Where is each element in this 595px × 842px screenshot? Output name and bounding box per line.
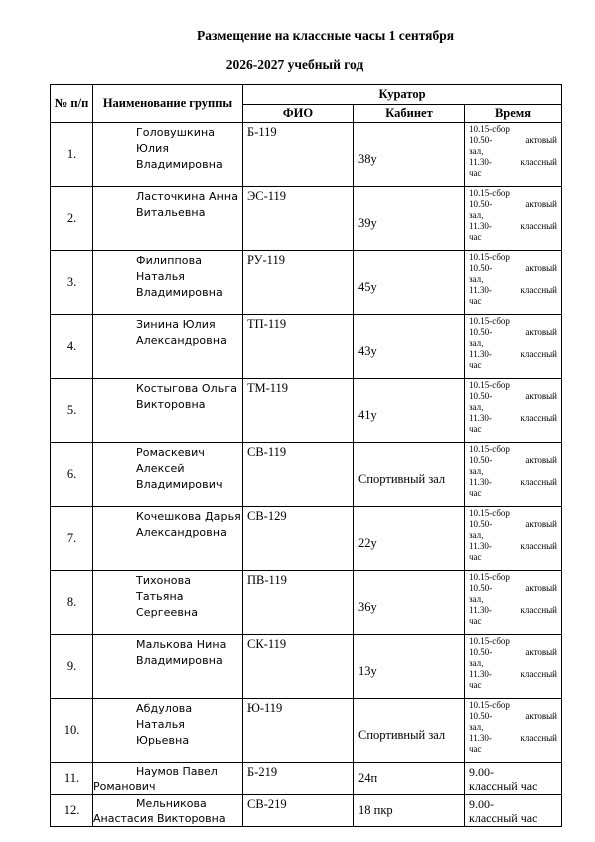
table-row (51, 795, 562, 827)
time-line-5: час (469, 680, 482, 690)
table-row (51, 251, 562, 315)
time-line-5: час (469, 232, 482, 242)
time-line-4: 11.30- классный (469, 157, 558, 167)
row-number-text: 2. (66, 211, 77, 225)
curator-name-line1: Тихонова Татьяна (136, 574, 192, 603)
cabinet (354, 795, 465, 827)
row-number (51, 123, 93, 187)
table-row (51, 571, 562, 635)
table-row (51, 123, 562, 187)
row-number (51, 635, 93, 699)
header-cabinet: Кабинет (354, 105, 465, 123)
curator-name (93, 507, 243, 571)
curator-name-line1: Зинина Юлия (136, 318, 216, 331)
title-line-2: 2026-2027 учебный год (225, 57, 364, 72)
table-row (51, 379, 562, 443)
time-line-4: 11.30- классный (469, 669, 558, 679)
row-number-text: 10. (63, 723, 80, 737)
table-row (51, 507, 562, 571)
time-line-3: зал, (469, 658, 484, 668)
row-number (51, 795, 93, 827)
row-number (51, 763, 93, 795)
cabinet (354, 187, 465, 251)
time-schedule (465, 187, 562, 251)
row-number (51, 507, 93, 571)
time-line-5: час (469, 552, 482, 562)
time-line-2: 10.50- актовый (469, 711, 558, 721)
curator-name-line2: Сергеевна (136, 606, 199, 619)
time-line-2: 10.50- актовый (469, 647, 558, 657)
time-line-3: зал, (469, 530, 484, 540)
time-line-3: зал, (469, 402, 484, 412)
cabinet (354, 699, 465, 763)
curator-name-line2: Владимировна (136, 654, 223, 667)
cabinet-text: 36у (358, 600, 377, 614)
cabinet (354, 251, 465, 315)
time-line-1: 10.15-сбор (469, 188, 510, 198)
time-line-1: 9.00- (469, 797, 494, 811)
cabinet-text: 45у (358, 280, 377, 294)
curator-name-line1: Головушкина Юлия (136, 126, 216, 155)
cabinet (354, 443, 465, 507)
curator-name-line1: Кочешкова Дарья (136, 510, 241, 523)
curator-name (93, 187, 243, 251)
group-code-text: Б-119 (247, 125, 277, 139)
header-num: № п/п (51, 85, 93, 123)
curator-name-line2: Юрьевна (136, 734, 190, 747)
curator-name (93, 795, 243, 827)
group-code (243, 379, 354, 443)
time-line-3: зал, (469, 338, 484, 348)
time-line-1: 10.15-сбор (469, 380, 510, 390)
table-row (51, 635, 562, 699)
cabinet (354, 315, 465, 379)
group-code (243, 507, 354, 571)
time-line-2: 10.50- актовый (469, 327, 558, 337)
row-number (51, 187, 93, 251)
header-curator: Куратор (243, 85, 562, 105)
row-number-text: 7. (66, 531, 77, 545)
time-line-5: час (469, 616, 482, 626)
curator-name-line1: Филиппова Наталья (136, 254, 203, 283)
group-code (243, 795, 354, 827)
group-code-text: СВ-219 (247, 797, 287, 811)
time-line-3: зал, (469, 722, 484, 732)
curator-name-line1: Наумов Павел (136, 765, 218, 778)
cabinet-text: 13у (358, 664, 377, 678)
row-number (51, 699, 93, 763)
time-schedule (465, 571, 562, 635)
time-line-4: 11.30- классный (469, 477, 558, 487)
row-number-text: 6. (66, 467, 77, 481)
curator-name-line1: Костыгова Ольга (136, 382, 238, 395)
time-line-5: час (469, 488, 482, 498)
cabinet (354, 571, 465, 635)
curator-name (93, 635, 243, 699)
table-body (51, 123, 562, 827)
curator-name (93, 763, 243, 795)
time-line-1: 9.00- (469, 765, 494, 779)
cabinet-text: 18 пкр (358, 803, 393, 817)
time-schedule (465, 507, 562, 571)
row-number-text: 4. (66, 339, 77, 353)
time-line-2: 10.50- актовый (469, 199, 558, 209)
time-line-4: 11.30- классный (469, 285, 558, 295)
time-line-1: 10.15-сбор (469, 252, 510, 262)
time-schedule (465, 795, 562, 827)
table-row (51, 443, 562, 507)
cabinet-text: Спортивный зал (358, 472, 446, 486)
row-number (51, 571, 93, 635)
group-code (243, 315, 354, 379)
group-code (243, 251, 354, 315)
academic-year (0, 57, 595, 73)
cabinet (354, 635, 465, 699)
cabinet-text: 38у (358, 152, 377, 166)
group-code-text: СВ-119 (247, 445, 287, 459)
cabinet-text: 39у (358, 216, 377, 230)
time-line-5: час (469, 744, 482, 754)
time-line-1: 10.15-сбор (469, 508, 510, 518)
time-line-3: зал, (469, 210, 484, 220)
curator-name-line1: Абдулова Наталья (136, 702, 193, 731)
time-line-4: 11.30- классный (469, 221, 558, 231)
time-line-4: 11.30- классный (469, 605, 558, 615)
row-number-text: 12. (63, 803, 80, 817)
group-code (243, 187, 354, 251)
cabinet-text: 24п (358, 771, 378, 785)
time-line-1: 10.15-сбор (469, 572, 510, 582)
row-number-text: 8. (66, 595, 77, 609)
group-code-text: ЭС-119 (247, 189, 287, 203)
time-schedule (465, 379, 562, 443)
time-line-1: 10.15-сбор (469, 636, 510, 646)
group-code (243, 123, 354, 187)
row-number (51, 251, 93, 315)
time-schedule (465, 763, 562, 795)
table-row (51, 699, 562, 763)
curator-name-line2: Анастасия Викторовна (93, 812, 226, 825)
cabinet-text: Спортивный зал (358, 728, 446, 742)
time-line-2: классный час (469, 779, 538, 793)
curator-name-line2: Александровна (136, 334, 227, 347)
group-code (243, 763, 354, 795)
group-code-text: Ю-119 (247, 701, 283, 715)
time-line-3: зал, (469, 466, 484, 476)
time-line-5: час (469, 296, 482, 306)
cabinet-text: 43у (358, 344, 377, 358)
cabinet-text: 41у (358, 408, 377, 422)
curator-name-line1: Ласточкина Анна (136, 190, 239, 203)
time-line-1: 10.15-сбор (469, 700, 510, 710)
time-line-2: 10.50- актовый (469, 391, 558, 401)
header-group: Наименование группы (93, 85, 243, 123)
curator-name (93, 571, 243, 635)
title-line-1: Размещение на классные часы 1 сентября (196, 28, 455, 43)
page-title (0, 28, 595, 44)
curator-name (93, 251, 243, 315)
time-line-1: 10.15-сбор (469, 316, 510, 326)
time-schedule (465, 251, 562, 315)
group-code (243, 635, 354, 699)
curator-name-line1: Малькова Нина (136, 638, 227, 651)
time-line-4: 11.30- классный (469, 541, 558, 551)
curator-name-line2: Витальевна (136, 206, 206, 219)
curator-name-line1: Ромаскевич Алексей (136, 446, 205, 475)
time-line-2: 10.50- актовый (469, 135, 558, 145)
group-code-text: ТП-119 (247, 317, 287, 331)
cabinet (354, 763, 465, 795)
cabinet (354, 123, 465, 187)
time-line-5: час (469, 360, 482, 370)
group-code-text: СК-119 (247, 637, 287, 651)
curator-name-line1: Мельникова (136, 797, 207, 810)
schedule-table (50, 84, 562, 827)
group-code (243, 699, 354, 763)
header-time: Время (465, 105, 562, 123)
group-code (243, 571, 354, 635)
curator-name (93, 123, 243, 187)
time-line-1: 10.15-сбор (469, 444, 510, 454)
curator-name (93, 443, 243, 507)
group-code-text: РУ-119 (247, 253, 285, 267)
curator-name-line2: Владимирович (136, 478, 223, 491)
cabinet (354, 507, 465, 571)
time-line-2: 10.50- актовый (469, 519, 558, 529)
time-schedule (465, 315, 562, 379)
row-number (51, 379, 93, 443)
group-code-text: Б-219 (247, 765, 278, 779)
group-code-text: ПВ-119 (247, 573, 287, 587)
cabinet (354, 379, 465, 443)
curator-name (93, 699, 243, 763)
row-number (51, 443, 93, 507)
group-code-text: ТМ-119 (247, 381, 289, 395)
table-row (51, 315, 562, 379)
row-number-text: 3. (66, 275, 77, 289)
row-number (51, 315, 93, 379)
time-schedule (465, 123, 562, 187)
time-line-1: 10.15-сбор (469, 124, 510, 134)
time-line-4: 11.30- классный (469, 349, 558, 359)
time-line-5: час (469, 168, 482, 178)
cabinet-text: 22у (358, 536, 377, 550)
curator-name-line2: Владимировна (136, 286, 223, 299)
table-row (51, 187, 562, 251)
row-number-text: 5. (66, 403, 77, 417)
time-line-4: 11.30- классный (469, 413, 558, 423)
curator-name-line2: Викторовна (136, 398, 206, 411)
curator-name (93, 379, 243, 443)
group-code-text: СВ-129 (247, 509, 287, 523)
header-fio: ФИО (243, 105, 354, 123)
time-line-2: 10.50- актовый (469, 263, 558, 273)
row-number-text: 11. (63, 771, 80, 785)
time-line-4: 11.30- классный (469, 733, 558, 743)
time-line-3: зал, (469, 274, 484, 284)
curator-name-line2: Владимировна (136, 158, 223, 171)
curator-name (93, 315, 243, 379)
row-number-text: 9. (66, 659, 77, 673)
time-schedule (465, 635, 562, 699)
time-line-2: 10.50- актовый (469, 455, 558, 465)
row-number-text: 1. (66, 147, 77, 161)
table-row (51, 763, 562, 795)
group-code (243, 443, 354, 507)
time-line-5: час (469, 424, 482, 434)
time-schedule (465, 699, 562, 763)
time-schedule (465, 443, 562, 507)
time-line-3: зал, (469, 594, 484, 604)
time-line-2: 10.50- актовый (469, 583, 558, 593)
time-line-2: классный час (469, 811, 538, 825)
time-line-3: зал, (469, 146, 484, 156)
curator-name-line2: Романович (93, 780, 156, 793)
curator-name-line2: Александровна (136, 526, 227, 539)
